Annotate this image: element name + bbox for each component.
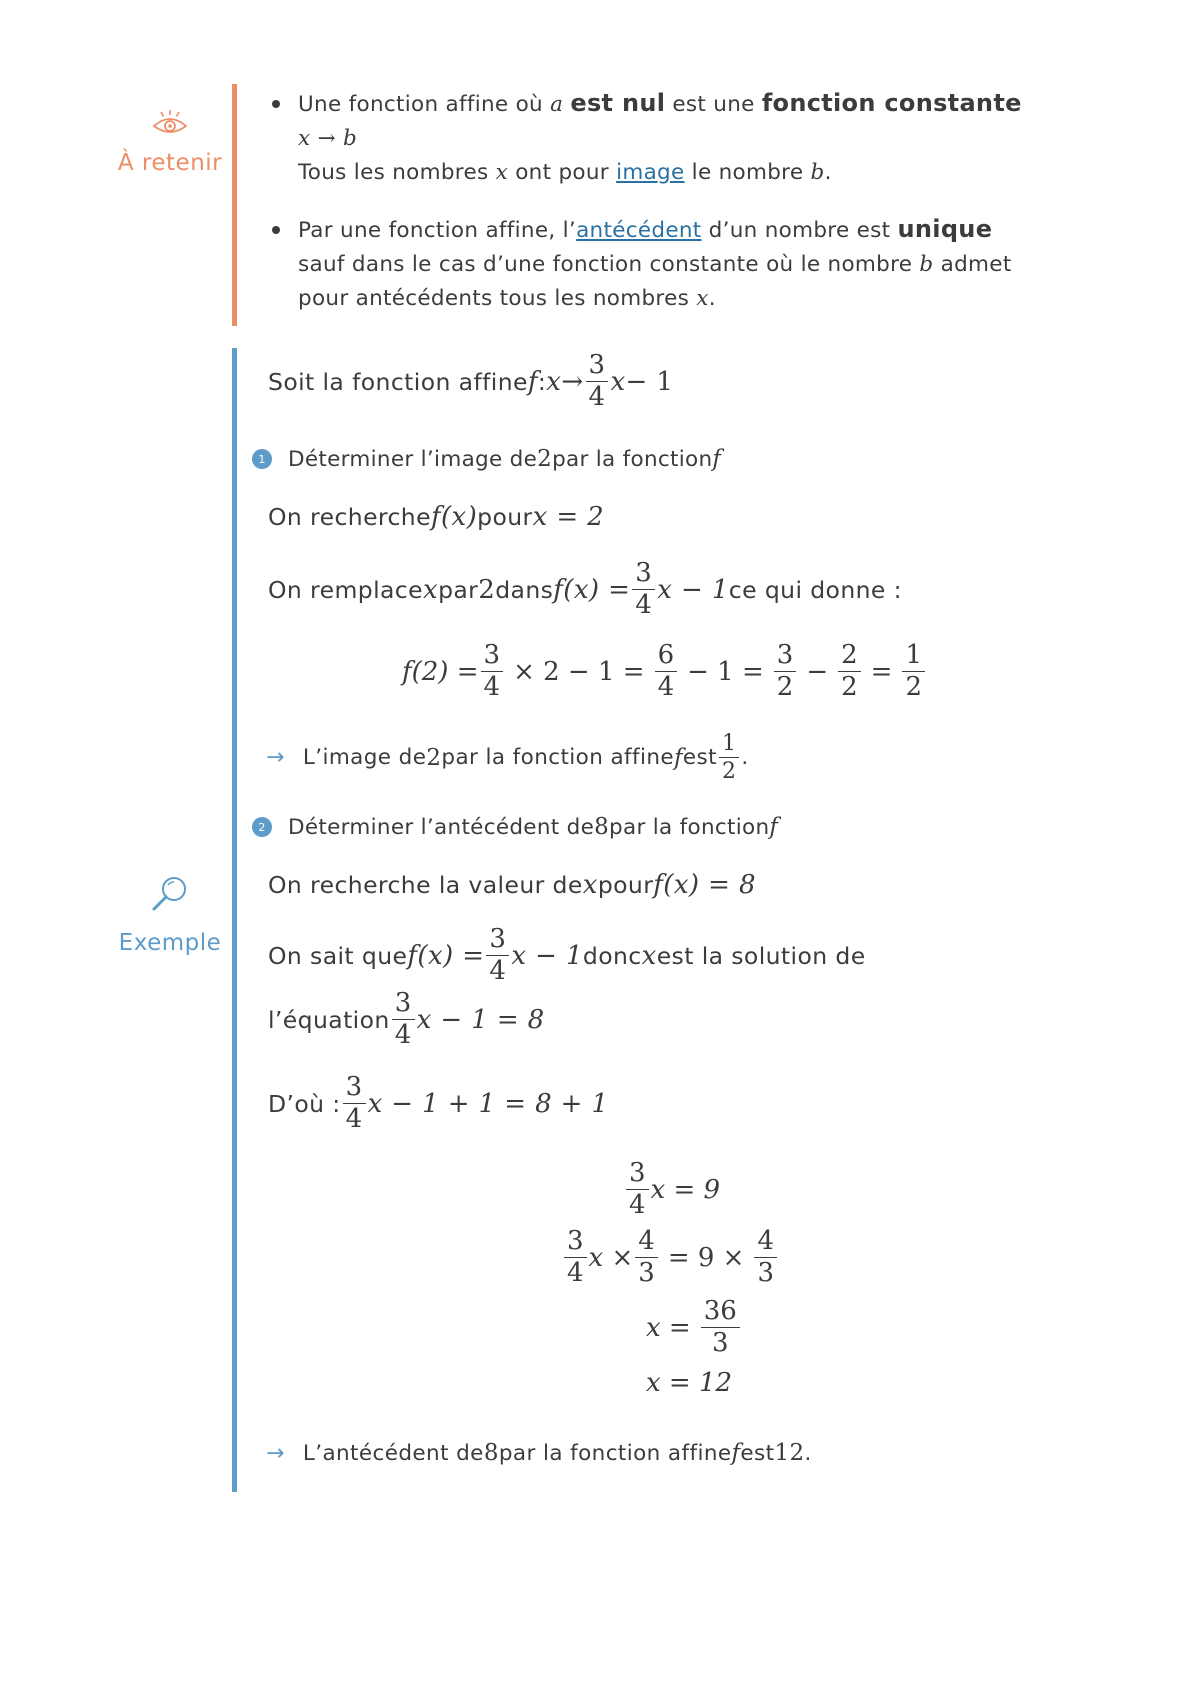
solve-row-4: x = 12 xyxy=(646,1368,733,1398)
text-line: On recherche f(x) pour x = 2 xyxy=(268,502,605,532)
arrow-right-icon: → xyxy=(266,1440,285,1466)
step-badge: 2 xyxy=(252,817,272,837)
text-line: On sait que f(x) = $\frac{3}{4}$ x − 1 donc x est la solution de xyxy=(268,924,866,987)
conclusion-1: → L’image de 2 par la fonction affine f est $\frac{1}{2}$ . xyxy=(266,731,749,785)
arrow-right-icon: → xyxy=(266,745,285,771)
step-1-heading: 1 Déterminer l’image de 2 par la fonction f xyxy=(252,446,721,472)
function-definition: Soit la fonction affine f : x → $\frac{3}{4}$ x − 1 xyxy=(268,350,674,413)
step-2-heading: 2 Déterminer l’antécédent de 8 par la fonction f xyxy=(252,814,778,840)
magnifier-icon xyxy=(148,872,192,916)
retenir-sidebar xyxy=(100,108,240,176)
list-item: Par une fonction affine, l’antécédent d’un nombre est unique sauf dans le cas d’une fonction constante où le nombre b admet pour antécédents tous les nombres x. xyxy=(272,212,1092,316)
step-badge: 1 xyxy=(252,449,272,469)
solve-row-3: x = $\frac{36}{3}$ xyxy=(646,1298,742,1358)
text-line: l’équation $\frac{3}{4}$ x − 1 = 8 xyxy=(268,988,545,1051)
eye-icon xyxy=(150,108,190,138)
solve-row-1: $\frac{3}{4}$ x = 9 xyxy=(624,1160,720,1220)
retenir-label: À retenir xyxy=(117,150,223,176)
exemple-label: Exemple xyxy=(118,930,222,956)
exemple-accent-bar xyxy=(232,348,237,1492)
text-line: On remplace x par 2 dans f(x) = $\frac{3}{4}$ x − 1 ce qui donne : xyxy=(268,558,902,621)
image-link[interactable]: image xyxy=(616,160,685,185)
text-line: D’où : $\frac{3}{4}$ x − 1 + 1 = 8 + 1 xyxy=(268,1072,609,1135)
antecedent-link[interactable]: antécédent xyxy=(576,218,702,243)
conclusion-2: → L’antécédent de 8 par la fonction affine f est 12 . xyxy=(266,1440,812,1466)
retenir-list xyxy=(272,86,1092,338)
text-line: On recherche la valeur de x pour f(x) = 8 xyxy=(268,870,756,900)
exemple-sidebar xyxy=(100,872,240,956)
list-item: Une fonction affine où a est nul est une fonction constante x → b Tous les nombres x ont pour image le nombre b. xyxy=(272,86,1092,190)
retenir-accent-bar xyxy=(232,84,237,326)
calculation-image: f(2) = $\frac{3}{4}$ × 2 − 1 = $\frac{6}{4}$ − 1 = $\frac{3}{2}$ − $\frac{2}{2}$ = $\frac{1}{2}$ xyxy=(402,642,927,702)
solve-row-2: $\frac{3}{4}$ x × $\frac{4}{3}$ = 9 × $\frac{4}{3}$ xyxy=(562,1228,779,1288)
